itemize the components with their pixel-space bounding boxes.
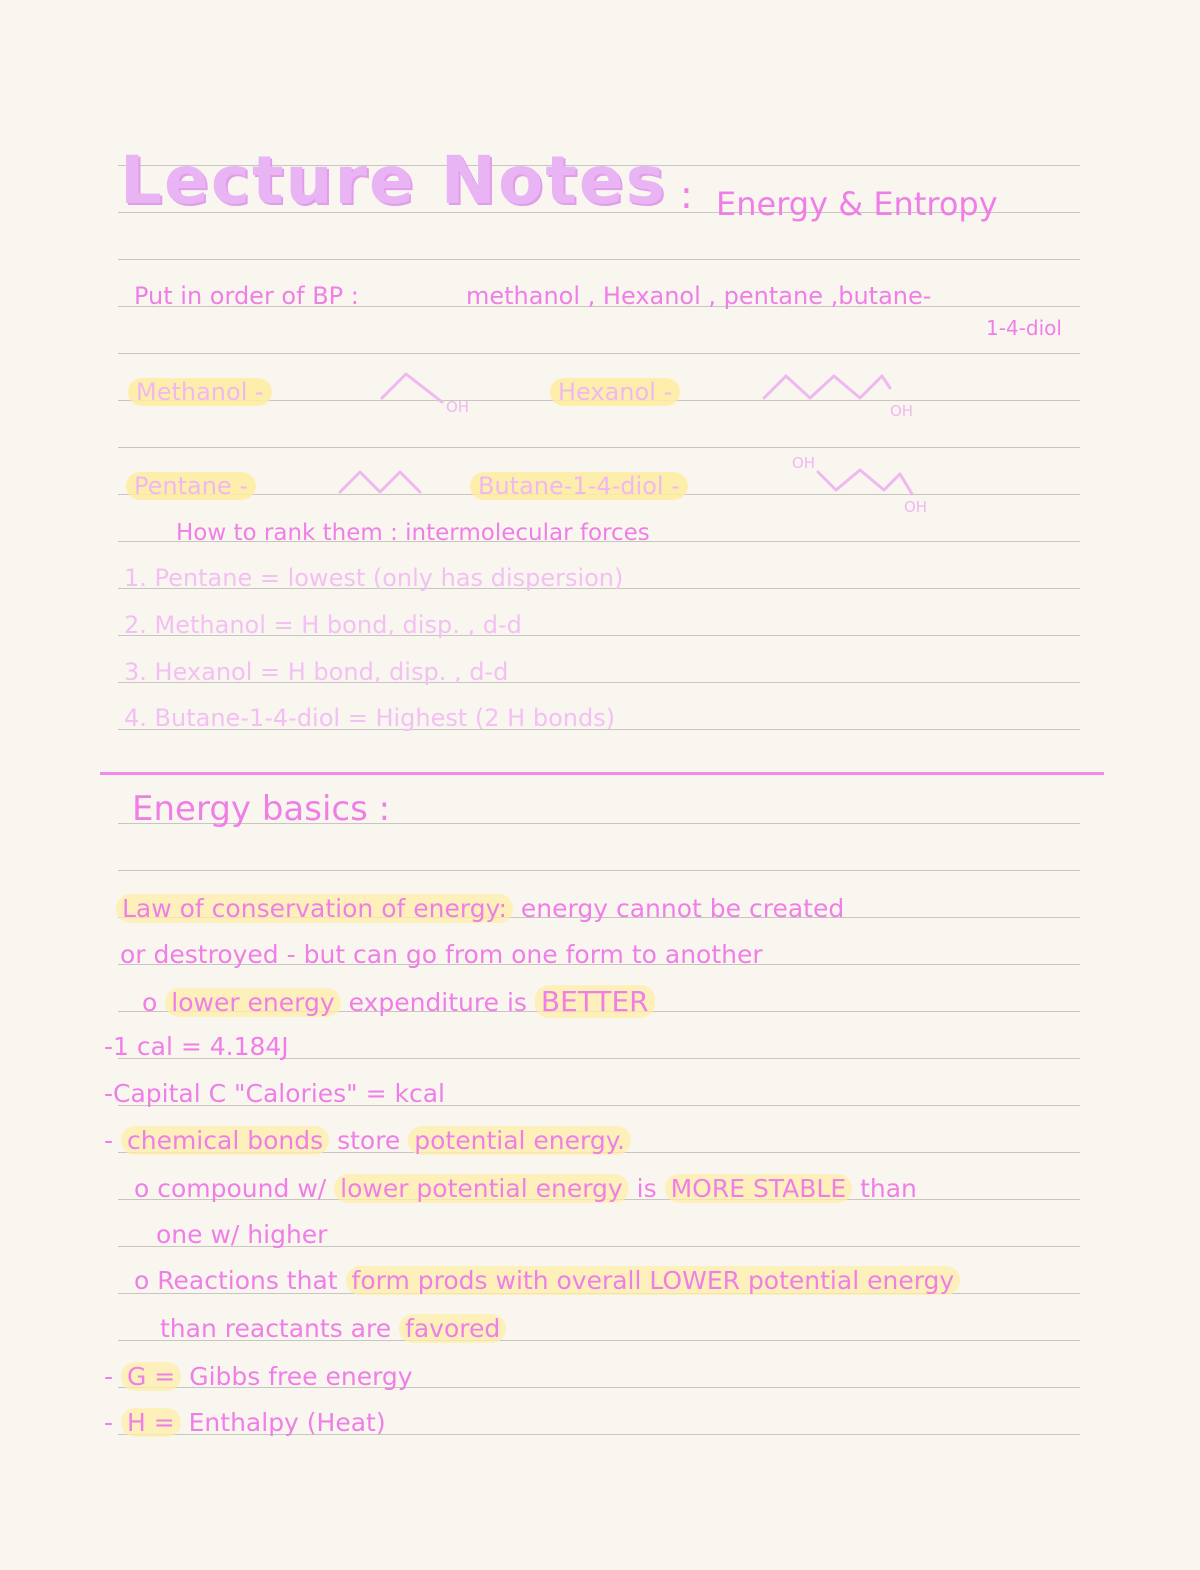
methanol-label: Methanol - (128, 378, 272, 406)
potential-energy-highlight: potential energy. (408, 1126, 631, 1155)
ruled-line (118, 353, 1080, 354)
hexanol-structure (760, 368, 930, 420)
expenditure-text: expenditure is (340, 988, 535, 1017)
reactions-text: Reactions that (157, 1266, 346, 1295)
pentane-label: Pentane - (126, 472, 256, 500)
compound-text: compound w/ (157, 1174, 335, 1203)
law-line (116, 896, 844, 921)
oh-label: OH (446, 398, 470, 416)
better-emphasis: BETTER (535, 985, 655, 1018)
butanediol-label: Butane-1-4-diol - (470, 472, 688, 500)
reactions-line (134, 1268, 960, 1293)
dash-marker: - (104, 1408, 114, 1437)
bullet-marker: o (134, 1266, 150, 1295)
law-text: energy cannot be created (512, 894, 845, 923)
gibbs-text: Gibbs free energy (181, 1362, 413, 1391)
store-text: store (329, 1126, 409, 1155)
ranking-header: How to rank them : intermolecular forces (176, 520, 650, 546)
pentane-structure (336, 464, 426, 498)
stability-line (134, 1176, 917, 1201)
ranking-item-3: 3. Hexanol = H bond, disp. , d-d (124, 658, 509, 686)
chemical-bonds-highlight: chemical bonds (121, 1126, 329, 1155)
question-prompt: Put in order of BP : (134, 282, 359, 310)
ruled-line (118, 870, 1080, 871)
gibbs-line (104, 1364, 413, 1389)
capital-calories: -Capital C "Calories" = kcal (104, 1079, 446, 1108)
favored-highlight: favored (399, 1314, 506, 1343)
than-text: than (852, 1174, 917, 1203)
is-text: is (628, 1174, 665, 1203)
more-stable-emphasis: MORE STABLE (665, 1174, 853, 1203)
methanol-structure (378, 368, 488, 416)
reactants-text: than reactants are (160, 1314, 400, 1343)
butanediol-structure (788, 448, 938, 518)
lower-energy-highlight: lower energy (165, 988, 340, 1017)
calorie-conversion: -1 cal = 4.184J (104, 1032, 289, 1061)
law-label: Law of conservation of energy: (116, 894, 513, 923)
question-items-continued: 1-4-diol (986, 316, 1062, 340)
oh-label: OH (792, 454, 816, 472)
hexanol-label: Hexanol - (550, 378, 680, 406)
bullet-lower-energy (142, 985, 655, 1018)
h-highlight: H = (121, 1408, 181, 1437)
chemical-bonds-line (104, 1128, 631, 1153)
enthalpy-line (104, 1410, 386, 1435)
energy-heading: Energy basics : (132, 789, 391, 829)
title-colon: : (680, 173, 693, 217)
ranking-item-4: 4. Butane-1-4-diol = Highest (2 H bonds) (124, 704, 616, 732)
enthalpy-text: Enthalpy (Heat) (180, 1408, 386, 1437)
g-highlight: G = (121, 1362, 181, 1391)
oh-label: OH (904, 498, 928, 516)
ranking-item-2: 2. Methanol = H bond, disp. , d-d (124, 611, 522, 639)
dash-marker: - (104, 1126, 114, 1155)
oh-label: OH (890, 402, 914, 420)
bullet-marker: o (142, 988, 158, 1017)
lower-potential-highlight: lower potential energy (334, 1174, 629, 1203)
ranking-item-1: 1. Pentane = lowest (only has dispersion) (124, 564, 624, 592)
ruled-line (118, 259, 1080, 260)
law-continued: or destroyed - but can go from one form to another (120, 940, 763, 969)
dash-marker: - (104, 1362, 114, 1391)
page-subtitle: Energy & Entropy (716, 185, 998, 223)
stability-continued: one w/ higher (156, 1220, 328, 1249)
question-items: methanol , Hexanol , pentane ,butane- (466, 282, 932, 310)
section-divider (100, 772, 1104, 775)
lower-products-highlight: form prods with overall LOWER potential energy (346, 1266, 961, 1295)
page-title: Lecture Notes (120, 142, 667, 219)
reactions-continued (160, 1316, 506, 1341)
bullet-marker: o (134, 1174, 150, 1203)
